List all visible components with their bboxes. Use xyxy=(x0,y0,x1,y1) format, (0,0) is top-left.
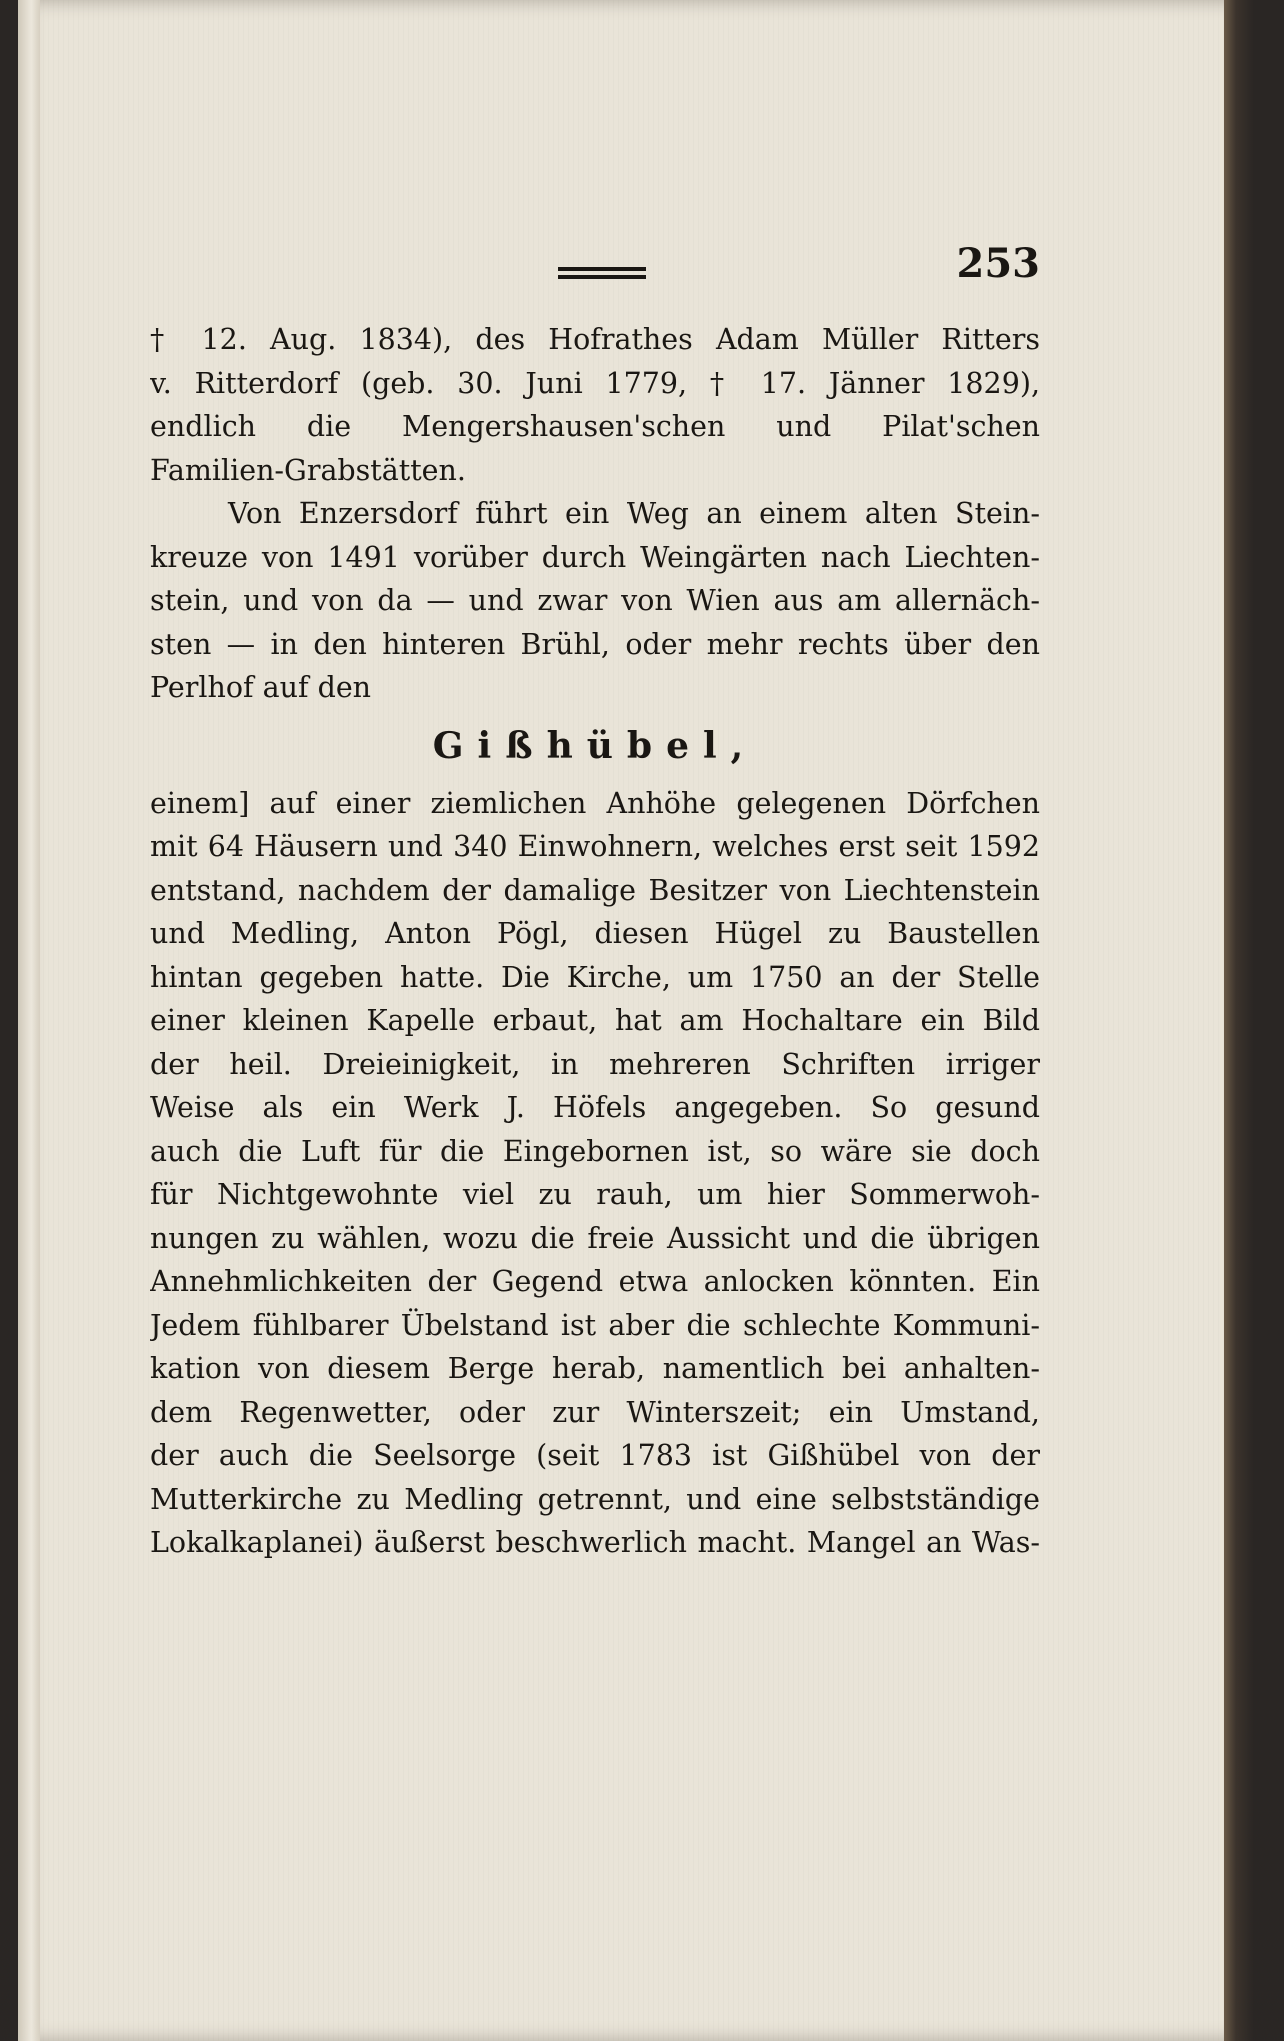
text-line: für Nichtgewohnte viel zu rauh, um hier Sommerwoh- xyxy=(150,1178,1040,1211)
page-number: 253 xyxy=(956,240,1040,287)
text-line: v. Ritterdorf (geb. 30. Juni 1779, † 17. Jänner 1829), xyxy=(150,366,1040,400)
text-line: Weise als ein Werk J. Höfels angegeben. So gesund xyxy=(150,1091,1040,1124)
text-line: Lokalkaplanei) äußerst beschwerlich macht. Mangel an Was- xyxy=(150,1526,1040,1559)
section-heading: Gißhübel, xyxy=(432,724,758,767)
text-line: der auch die Seelsorge (seit 1783 ist Gißhübel von der xyxy=(150,1439,1040,1472)
header-rule xyxy=(558,267,646,279)
text-line: sten — in den hinteren Brühl, oder mehr rechts über den xyxy=(150,627,1040,661)
text-line: Annehmlichkeiten der Gegend etwa anlocken könnten. Ein xyxy=(150,1265,1040,1298)
page-edge xyxy=(1224,0,1254,2041)
body-text xyxy=(150,318,1040,1565)
text-line: und Medling, Anton Pögl, diesen Hügel zu Baustellen xyxy=(150,917,1040,950)
text-line: Von Enzersdorf führt ein Weg an einem alten Stein- xyxy=(228,497,1040,530)
text-line: stein, und von da — und zwar von Wien aus am allernäch- xyxy=(150,584,1040,617)
text-line: der heil. Dreieinigkeit, in mehreren Schriften irriger xyxy=(150,1047,1040,1081)
text-line: endlich die Mengershausen'schen und Pilat'schen xyxy=(150,410,1040,443)
page-header xyxy=(150,240,1040,300)
text-line: Mutterkirche zu Medling getrennt, und eine selbstständige xyxy=(150,1482,1040,1516)
text-line: kreuze von 1491 vorüber durch Weingärten nach Liechten- xyxy=(150,540,1040,574)
text-line: mit 64 Häusern und 340 Einwohnern, welches erst seit 1592 xyxy=(150,830,1040,863)
text-line: Familien-Grabstätten. xyxy=(150,453,466,487)
text-line: dem Regenwetter, oder zur Winterszeit; ein Umstand, xyxy=(150,1395,1040,1429)
text-line: Jedem fühlbarer Übelstand ist aber die schlechte Kommuni- xyxy=(150,1308,1040,1342)
text-line: nungen zu wählen, wozu die freie Aussicht und die übrigen xyxy=(150,1221,1040,1255)
text-line: auch die Luft für die Eingebornen ist, so wäre sie doch xyxy=(150,1134,1040,1168)
text-line: † 12. Aug. 1834), des Hofrathes Adam Müller Ritters xyxy=(150,323,1040,356)
text-line: kation von diesem Berge herab, namentlich bei anhalten- xyxy=(150,1352,1040,1385)
text-line: einem] auf einer ziemlichen Anhöhe gelegenen Dörfchen xyxy=(150,786,1040,820)
page-gutter xyxy=(18,0,40,2041)
text-line: hintan gegeben hatte. Die Kirche, um 1750 an der Stelle xyxy=(150,960,1040,994)
text-line: einer kleinen Kapelle erbaut, hat am Hochaltare ein Bild xyxy=(150,1004,1040,1037)
text-line: Perlhof auf den xyxy=(150,671,372,704)
text-line: entstand, nachdem der damalige Besitzer von Liechtenstein xyxy=(150,873,1040,907)
